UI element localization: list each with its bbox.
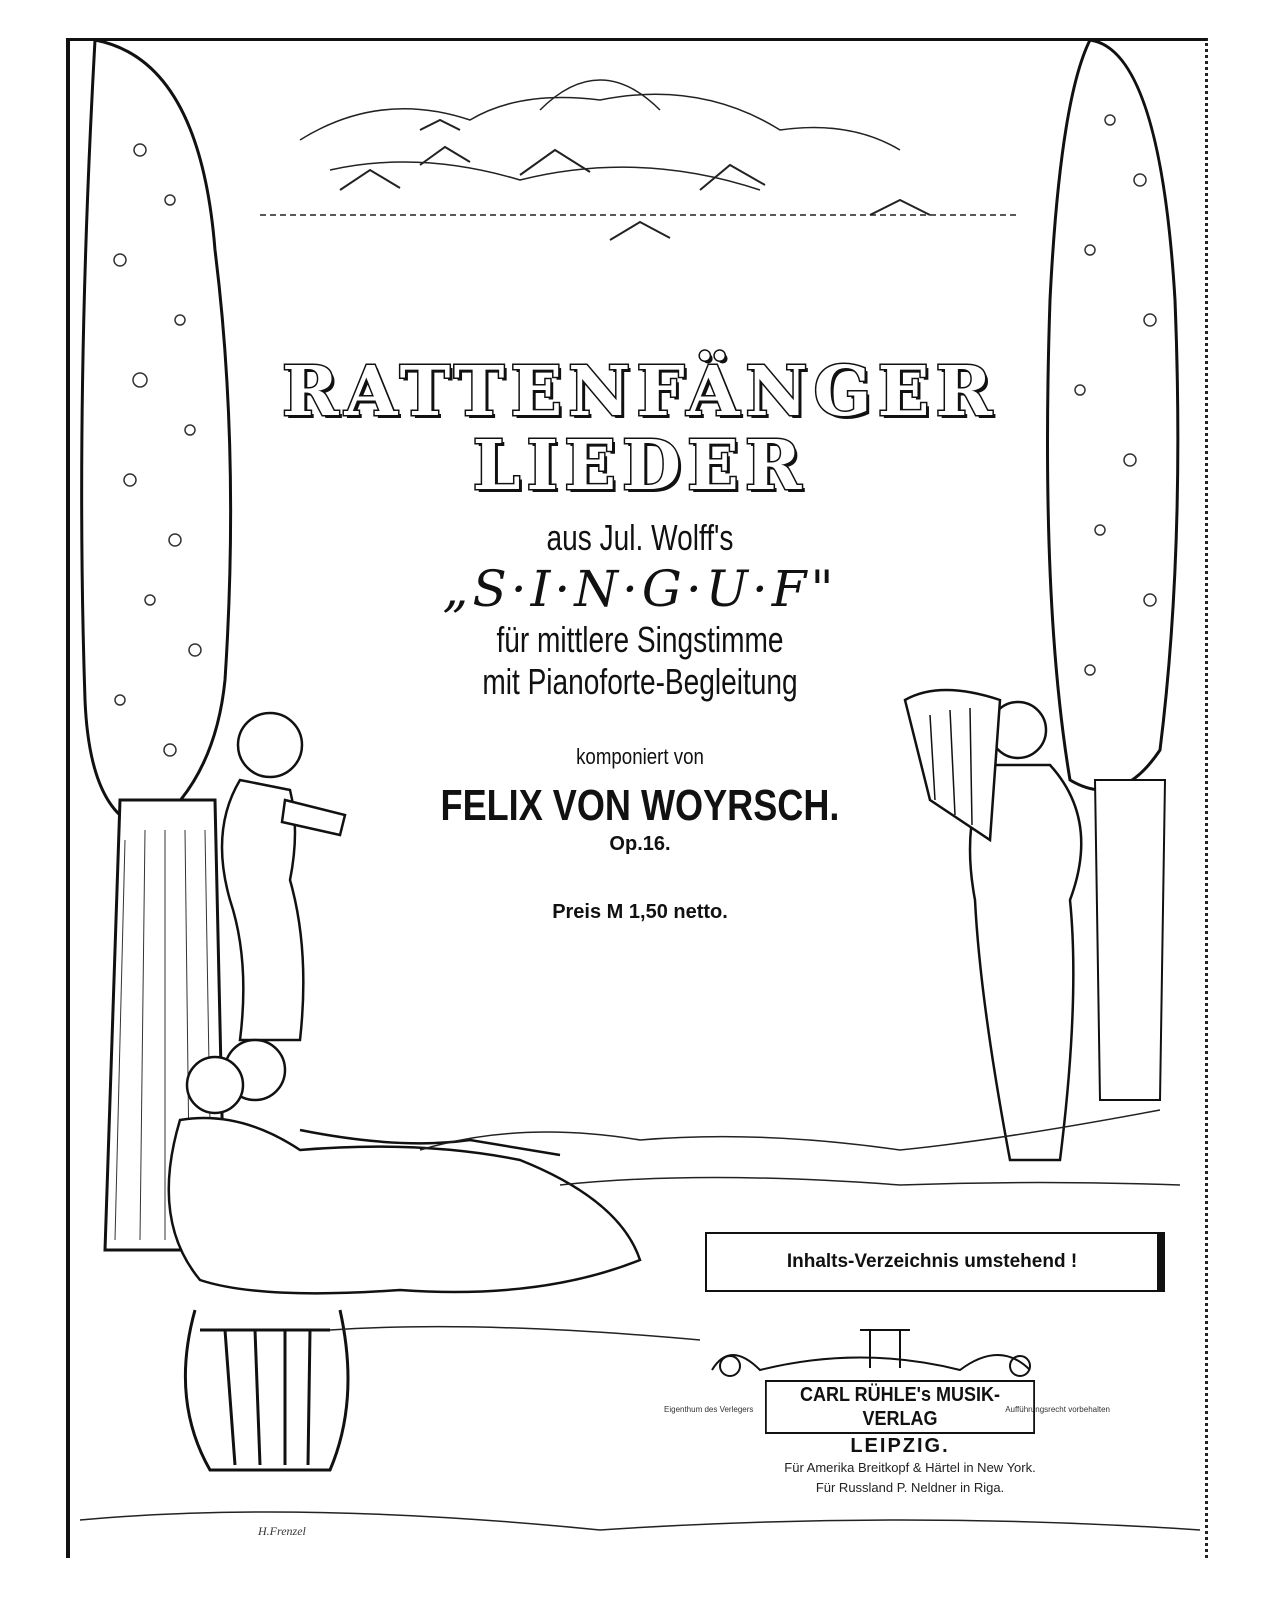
lyre	[185, 1310, 348, 1470]
title-line-2: LIEDER	[472, 426, 808, 506]
price-line: Preis M 1,50 netto.	[552, 901, 728, 923]
reclining-figures	[169, 1040, 640, 1293]
composer-name: FELIX VON WOYRSCH.	[440, 781, 840, 830]
publisher-fine-left: Eigenthum des Verlegers	[664, 1405, 754, 1414]
composer-intro: komponiert von	[576, 744, 704, 769]
contents-note: Inhalts-Verzeichnis umstehend !	[786, 1251, 1078, 1272]
title-block	[280, 352, 1000, 925]
work-title: „S·I·N·G·U·F"	[442, 560, 838, 618]
publisher-city: LEIPZIG.	[850, 1435, 950, 1457]
publisher-fine-right: Aufführungsrecht vorbehalten	[1005, 1405, 1110, 1414]
sky-clouds	[260, 80, 1020, 215]
contents-note-box	[705, 1232, 1165, 1292]
agent-russia: Für Russland P. Neldner in Riga.	[815, 1480, 1005, 1495]
opus-number: Op.16.	[609, 833, 671, 855]
publisher-block	[750, 1380, 1050, 1457]
publisher-emblem	[712, 1330, 1030, 1376]
flying-birds	[340, 120, 930, 240]
accompaniment-line: mit Pianoforte-Begleitung	[482, 661, 798, 702]
voice-line: für mittlere Singstimme	[496, 619, 784, 660]
agent-america: Für Amerika Breitkopf & Härtel in New York.	[784, 1460, 1036, 1475]
artist-signature: H.Frenzel	[258, 1524, 306, 1538]
title-line-1: RATTENFÄNGER	[282, 352, 998, 432]
publisher-name: CARL RÜHLE's MUSIK-VERLAG	[765, 1380, 1035, 1434]
source-line: aus Jul. Wolff's	[546, 517, 734, 558]
